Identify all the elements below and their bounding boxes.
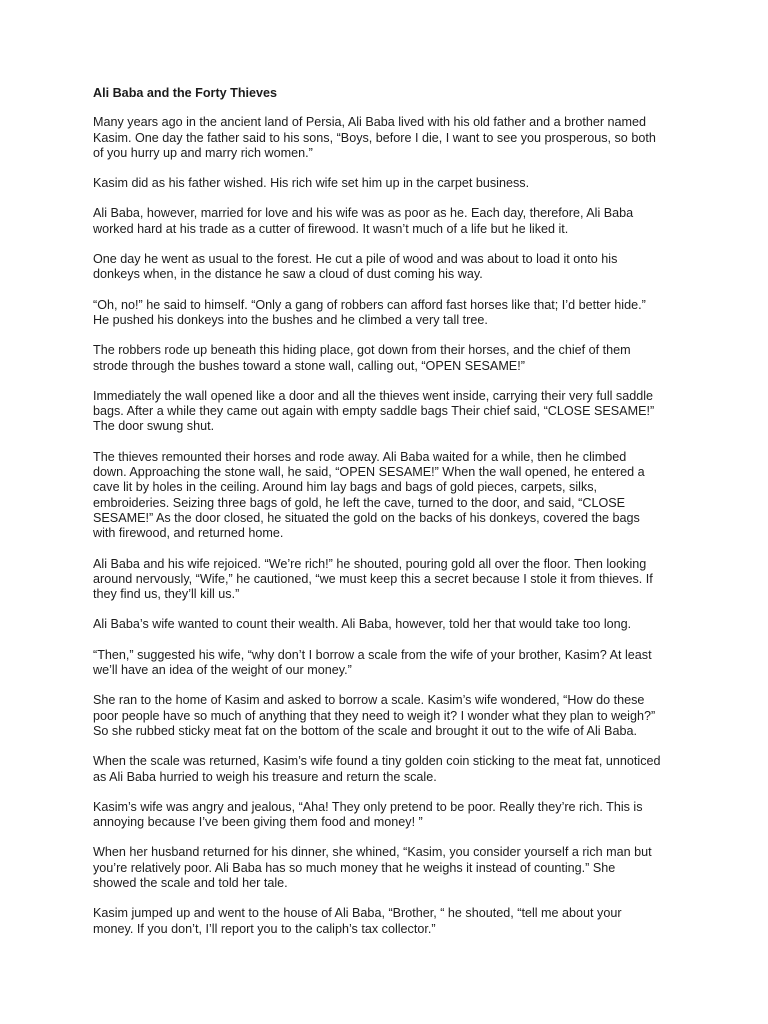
paragraph [93, 343, 683, 374]
text-line: worked hard at his trade as a cutter of firewood. It wasn’t much of a life but he liked it. [93, 221, 569, 236]
text-line: with firewood, and returned home. [93, 526, 284, 541]
text-line: strode through the bushes toward a stone wall, calling out, “OPEN SESAME!” [93, 358, 525, 373]
paragraph [93, 845, 683, 891]
text-line: The robbers rode up beneath this hiding place, got down from their horses, and the chief of them [93, 343, 631, 358]
text-line: The door swung shut. [93, 419, 215, 434]
paragraph [93, 252, 683, 283]
paragraph [93, 617, 683, 632]
text-line: Kasim’s wife was angry and jealous, “Aha! They only pretend to be poor. Really they’re rich. This is [93, 799, 643, 814]
paragraph [93, 298, 683, 329]
text-line: down. Approaching the stone wall, he said, “OPEN SESAME!” When the wall opened, he entered a [93, 465, 645, 480]
paragraph [93, 176, 683, 191]
paragraph [93, 115, 683, 161]
paragraph [93, 906, 683, 937]
text-line: “Oh, no!” he said to himself. “Only a gang of robbers can afford fast horses like that; I’d better hide.” [93, 297, 646, 312]
text-line: bags. After a while they came out again with empty saddle bags Their chief said, “CLOSE SESAME!” [93, 404, 655, 419]
text-line: Kasim did as his father wished. His rich wife set him up in the carpet business. [93, 176, 530, 191]
text-line: SESAME!” As the door closed, he situated the gold on the backs of his donkeys, covered the bags [93, 510, 640, 525]
text-line: showed the scale and told her tale. [93, 875, 288, 890]
text-line: Immediately the wall opened like a door and all the thieves went inside, carrying their very full saddle [93, 388, 654, 403]
text-line: When the scale was returned, Kasim’s wife found a tiny golden coin sticking to the meat fat, unnoticed [93, 754, 661, 769]
text-line: we’ll have an idea of the weight of our money.” [93, 663, 352, 678]
paragraph [93, 450, 683, 542]
paragraph [93, 206, 683, 237]
text-line: embroideries. Seizing three bags of gold, he left the cave, turned to the door, and said, “CLOSE [93, 495, 626, 510]
text-line: “Then,” suggested his wife, “why don’t I borrow a scale from the wife of your brother, Kasim? At least [93, 647, 652, 662]
text-line: of you hurry up and marry rich women.” [93, 145, 313, 160]
text-line: around nervously, “Wife,” he cautioned, “we must keep this a secret because I stole it from thieves. If [93, 571, 653, 586]
text-line: When her husband returned for his dinner, she whined, “Kasim, you consider yourself a rich man but [93, 845, 652, 860]
text-line: So she rubbed sticky meat fat on the bottom of the scale and brought it out to the wife of Ali Baba. [93, 723, 637, 738]
text-line: Ali Baba and his wife rejoiced. “We’re rich!” he shouted, pouring gold all over the floor. Then looking [93, 556, 647, 571]
text-line: One day he went as usual to the forest. He cut a pile of wood and was about to load it onto his [93, 252, 618, 267]
text-line: money. If you don’t, I’ll report you to the caliph’s tax collector.” [93, 921, 436, 936]
text-line: Ali Baba, however, married for love and his wife was as poor as he. Each day, therefore, Ali Baba [93, 206, 634, 221]
paragraph-list [93, 115, 683, 937]
text-line: Ali Baba’s wife wanted to count their wealth. Ali Baba, however, told her that would take too long. [93, 617, 632, 632]
paragraph [93, 693, 683, 739]
text-line: The thieves remounted their horses and rode away. Ali Baba waited for a while, then he climbed [93, 449, 627, 464]
text-line: as Ali Baba hurried to weigh his treasure and return the scale. [93, 769, 437, 784]
text-line: Many years ago in the ancient land of Persia, Ali Baba lived with his old father and a brother named [93, 115, 647, 130]
text-line: He pushed his donkeys into the bushes and he climbed a very tall tree. [93, 312, 488, 327]
paragraph [93, 389, 683, 435]
paragraph [93, 557, 683, 603]
paragraph [93, 648, 683, 679]
text-line: annoying because I’ve been giving them food and money! ” [93, 815, 423, 830]
paragraph [93, 754, 683, 785]
text-line: you’re relatively poor. Ali Baba has so much money that he weighs it instead of counting.” She [93, 860, 616, 875]
document-title: Ali Baba and the Forty Thieves [93, 86, 278, 100]
text-line: poor people have so much of anything that they need to weigh it? I wonder what they plan to weigh?” [93, 708, 656, 723]
text-line: She ran to the home of Kasim and asked to borrow a scale. Kasim’s wife wondered, “How do these [93, 693, 645, 708]
paragraph [93, 800, 683, 831]
text-line: cave lit by holes in the ceiling. Around him lay bags and bags of gold pieces, carpets, silks, [93, 480, 598, 495]
text-line: Kasim. One day the father said to his sons, “Boys, before I die, I want to see you prosperous, so both [93, 130, 656, 145]
text-line: they find us, they’ll kill us.” [93, 587, 240, 602]
text-line: donkeys when, in the distance he saw a cloud of dust coming his way. [93, 267, 483, 282]
document-body [93, 86, 683, 952]
text-line: Kasim jumped up and went to the house of Ali Baba, “Brother, “ he shouted, “tell me about your [93, 906, 622, 921]
